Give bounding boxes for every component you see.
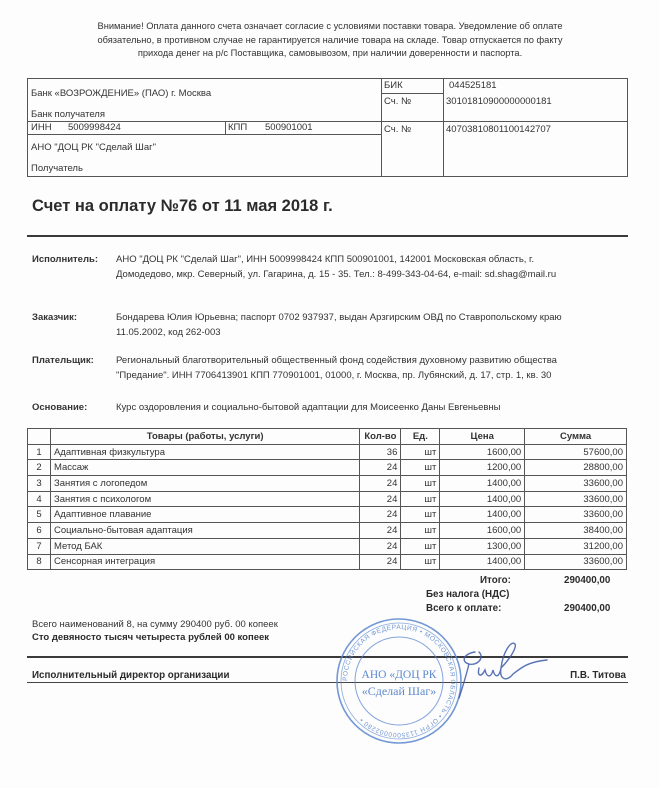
executor-line-2: Домодедово, мкр. Северный, ул. Гагарина, д. 15 - 35. Тел.: 8-499-343-04-64, e-mail: sd.shag@mail.ru (116, 269, 557, 280)
row-num: 3 (28, 476, 51, 492)
row-unit: шт (401, 554, 440, 570)
header-price: Цена (440, 429, 525, 445)
corr-account-label: Сч. № (384, 96, 412, 107)
payer-label: Плательщик: (32, 355, 94, 366)
notice-line-1: Внимание! Оплата данного счета означает согласие с условиями поставки товара. Уведомление об оплате (97, 21, 563, 31)
table-row (28, 538, 627, 554)
row-num: 6 (28, 523, 51, 539)
title-rule (27, 235, 628, 237)
payer-line-2: "Предание". ИНН 7706413901 КПП 770901001, 01000, г. Москва, пр. Лубянский, д. 17, стр. 1, кв. 30 (116, 370, 552, 381)
row-sum: 33600,00 (525, 554, 627, 570)
svg-text:РОССИЙСКАЯ ФЕДЕРАЦИЯ • МОСКОВС (342, 624, 456, 738)
row-price: 1600,00 (440, 523, 525, 539)
customer-label: Заказчик: (32, 312, 78, 323)
executor-label: Исполнитель: (32, 254, 99, 265)
basis-value: Курс оздоровления и социально-бытовой адаптации для Моисеенко Даны Евгеньевны (116, 402, 501, 413)
account-value: 40703810801100142707 (446, 124, 551, 135)
row-name: Метод БАК (50, 538, 359, 554)
row-qty: 24 (360, 538, 401, 554)
notice-line-2: обязательно, в противном случае не гарантируется наличие товара на складе. Товар отпускается по факту (97, 34, 563, 45)
row-sum: 57600,00 (525, 444, 627, 460)
table-row (28, 460, 627, 476)
header-sum: Сумма (525, 429, 627, 445)
table-row (28, 491, 627, 507)
row-num: 2 (28, 460, 51, 476)
table-row (28, 554, 627, 570)
table-row (28, 444, 627, 460)
kpp-value: 500901001 (265, 122, 313, 133)
signer-name: П.В. Титова (570, 670, 626, 681)
row-unit: шт (401, 476, 440, 492)
row-sum: 33600,00 (525, 491, 627, 507)
row-name: Занятия с логопедом (50, 476, 359, 492)
recipient-name: АНО "ДОЦ РК "Сделай Шаг" (31, 142, 156, 153)
executor-line-1: АНО "ДОЦ РК "Сделай Шаг", ИНН 5009998424 КПП 500901001, 142001 Московская область, г. (116, 254, 535, 265)
row-qty: 24 (360, 507, 401, 523)
invoice-title: Счет на оплату №76 от 11 мая 2018 г. (32, 197, 333, 215)
customer-line-2: 11.05.2002, код 262-003 (116, 327, 221, 338)
divider (443, 79, 444, 176)
row-price: 1200,00 (440, 460, 525, 476)
table-row (28, 523, 627, 539)
table-header-row (28, 429, 627, 445)
header-qty: Кол-во (360, 429, 401, 445)
row-name: Сенсорная интеграция (50, 554, 359, 570)
divider (381, 93, 443, 94)
stamp-line-1: АНО «ДОЦ РК (361, 669, 437, 681)
inn-value: 5009998424 (68, 122, 121, 133)
row-unit: шт (401, 491, 440, 507)
header-num (28, 429, 51, 445)
customer-line-1: Бондарева Юлия Юрьевна; паспорт 0702 937937, выдан Арзгирским ОВД по Ставропольскому краю (116, 312, 562, 323)
row-sum: 31200,00 (525, 538, 627, 554)
row-unit: шт (401, 460, 440, 476)
organization-stamp-icon (334, 616, 464, 746)
bik-label: БИК (384, 80, 403, 91)
handwritten-signature-icon (455, 640, 555, 700)
row-qty: 24 (360, 554, 401, 570)
signer-role: Исполнительный директор организации (32, 670, 230, 681)
divider (225, 121, 226, 134)
stamp-line-2: «Сделай Шаг» (361, 684, 437, 698)
summary-amount-words: Сто девяносто тысяч четыреста рублей 00 копеек (32, 632, 270, 643)
account-label: Сч. № (384, 124, 412, 135)
row-name: Массаж (50, 460, 359, 476)
row-name: Адаптивное плавание (50, 507, 359, 523)
basis-label: Основание: (32, 402, 88, 413)
row-qty: 24 (360, 476, 401, 492)
bank-details-table (27, 78, 628, 177)
row-price: 1400,00 (440, 507, 525, 523)
vat-label: Без налога (НДС) (426, 589, 510, 600)
row-price: 1600,00 (440, 444, 525, 460)
row-price: 1400,00 (440, 476, 525, 492)
recipient-label: Получатель (31, 163, 83, 174)
row-unit: шт (401, 538, 440, 554)
row-unit: шт (401, 523, 440, 539)
row-qty: 24 (360, 491, 401, 507)
header-name: Товары (работы, услуги) (50, 429, 359, 445)
row-sum: 38400,00 (525, 523, 627, 539)
notice-line-3: прихода денег на р/с Поставщика, самовывозом, при наличии доверенности и паспорта. (137, 48, 523, 58)
row-qty: 24 (360, 523, 401, 539)
row-name: Адаптивная физкультура (50, 444, 359, 460)
corr-account-value: 30101810900000000181 (446, 96, 552, 107)
subtotal-label: Итого: (480, 575, 511, 586)
divider (28, 134, 381, 135)
bank-label: Банк получателя (31, 109, 105, 120)
row-sum: 33600,00 (525, 476, 627, 492)
payment-notice (70, 20, 590, 61)
row-sum: 28800,00 (525, 460, 627, 476)
row-num: 1 (28, 444, 51, 460)
subtotal-value: 290400,00 (564, 575, 611, 586)
items-table (27, 428, 627, 570)
row-unit: шт (401, 507, 440, 523)
bik-value: 044525181 (449, 80, 497, 91)
header-unit: Ед. (401, 429, 440, 445)
row-price: 1400,00 (440, 554, 525, 570)
payer-line-1: Региональный благотворительный общественный фонд содействия духовному развитию общества (116, 355, 557, 366)
bank-name: Банк «ВОЗРОЖДЕНИЕ» (ПАО) г. Москва (31, 88, 212, 99)
row-price: 1400,00 (440, 491, 525, 507)
table-row (28, 507, 627, 523)
row-unit: шт (401, 444, 440, 460)
row-num: 4 (28, 491, 51, 507)
row-sum: 33600,00 (525, 507, 627, 523)
total-label: Всего к оплате: (426, 603, 502, 614)
total-value: 290400,00 (564, 603, 611, 614)
row-price: 1300,00 (440, 538, 525, 554)
inn-label: ИНН (31, 122, 52, 133)
kpp-label: КПП (228, 122, 248, 133)
row-name: Занятия с психологом (50, 491, 359, 507)
table-row (28, 476, 627, 492)
row-num: 5 (28, 507, 51, 523)
row-qty: 36 (360, 444, 401, 460)
row-num: 7 (28, 538, 51, 554)
row-qty: 24 (360, 460, 401, 476)
row-name: Социально-бытовая адаптация (50, 523, 359, 539)
stamp-ring-text: РОССИЙСКАЯ ФЕДЕРАЦИЯ • МОСКОВСКАЯ ОБЛАСТЬ • ОГРН 1135000002280 • (341, 623, 457, 739)
summary-count: Всего наименований 8, на сумму 290400 руб. 00 копеек (32, 619, 278, 630)
row-num: 8 (28, 554, 51, 570)
